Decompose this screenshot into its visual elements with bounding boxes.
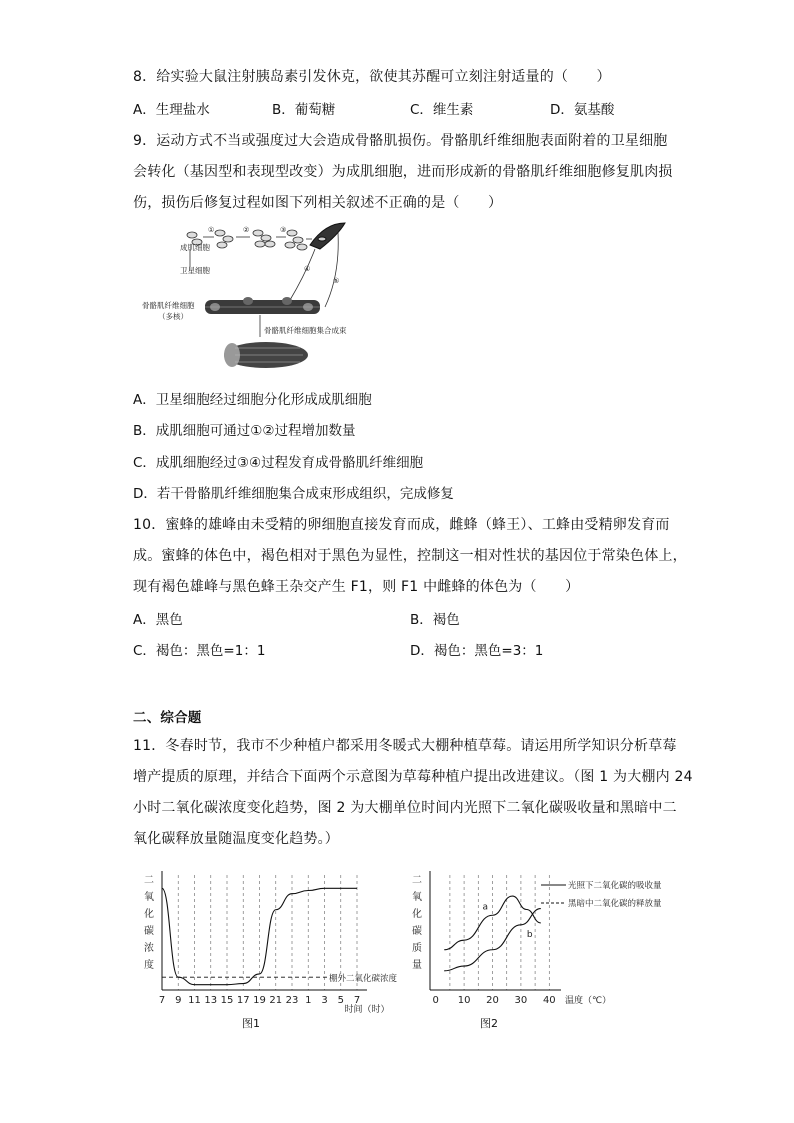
q9-option-c: C．成肌细胞经过③④过程发育成骨骼肌纤维细胞 [133, 455, 424, 471]
y-axis-label-char: 质 [412, 943, 422, 954]
step-1: ① [208, 226, 215, 234]
q10-option-d: D．褐色：黑色=3：1 [410, 643, 544, 659]
x-tick-label: 1 [305, 995, 312, 1006]
figure1-caption: 图1 [242, 1017, 260, 1030]
label-fiber-multinuclear: （多核） [158, 312, 188, 321]
series-label-b: b [526, 929, 533, 940]
x-tick-label: 7 [353, 995, 361, 1006]
q10-stem-line-3: 现有褐色雄峰与黑色蜂王杂交产生 F1，则 F1 中雌蜂的体色为（ ） [133, 579, 580, 595]
figure2-caption: 图2 [480, 1017, 498, 1030]
q10-option-c: C．褐色：黑色=1：1 [133, 643, 266, 659]
x-tick-label: 11 [188, 995, 201, 1006]
muscle-repair-diagram [140, 215, 370, 380]
x-tick-label: 23 [285, 995, 299, 1006]
q8-option-d: D．氨基酸 [550, 102, 615, 118]
q11-stem-line-3: 小时二氧化碳浓度变化趋势，图 2 为大棚单位时间内光照下二氧化碳吸收量和黑暗中二 [133, 800, 677, 816]
x-tick-label: 30 [514, 995, 528, 1006]
q9-stem-line-2: 会转化（基因型和表现型改变）为成肌细胞，进而形成新的骨骼肌纤维细胞修复肌肉损 [133, 164, 673, 180]
section-title: 二、综合题 [133, 710, 202, 726]
q8-option-a: A．生理盐水 [133, 102, 210, 118]
q9-stem-line-1: 9．运动方式不当或强度过大会造成骨骼肌损伤。骨骼肌纤维细胞表面附着的卫星细胞 [133, 133, 668, 149]
x-tick-label: 9 [175, 995, 182, 1006]
label-bundle: 骨骼肌纤维细胞集合成束 [264, 326, 347, 335]
q11-stem-line-4: 氧化碳释放量随温度变化趋势。） [133, 831, 339, 847]
y-axis-label-char: 化 [412, 909, 422, 920]
x-tick-label: 20 [486, 995, 499, 1006]
q8-stem: 8．给实验大鼠注射胰岛素引发休克，欲使其苏醒可立刻注射适量的（ ） [133, 69, 611, 85]
x-tick-label: 5 [337, 995, 344, 1006]
q10-option-a: A．黑色 [133, 612, 183, 628]
q9-stem-line-3: 伤，损伤后修复过程如图下列相关叙述不正确的是（ ） [133, 195, 503, 211]
step-2: ② [243, 226, 250, 234]
q9-option-b: B．成肌细胞可通过①②过程增加数量 [133, 423, 356, 439]
series-label-a: a [482, 902, 489, 913]
x-tick-label: 0 [432, 995, 439, 1006]
step-3: ③ [280, 226, 287, 234]
step-5: ⑤ [333, 277, 340, 285]
x-tick-label: 7 [158, 995, 166, 1006]
y-axis-label-char: 量 [412, 960, 422, 971]
q9-option-d: D．若干骨骼肌纤维细胞集合成束形成组织，完成修复 [133, 486, 454, 502]
x-axis-label: 温度（℃） [565, 996, 612, 1006]
x-tick-label: 3 [321, 995, 328, 1006]
label-fiber: 骨骼肌纤维细胞 [142, 301, 195, 310]
y-axis-label-char: 二 [144, 875, 154, 886]
reference-line-label: 棚外二氧化碳浓度 [329, 974, 398, 985]
x-tick-label: 17 [236, 995, 250, 1006]
y-axis-label-char: 氧 [412, 892, 422, 903]
x-tick-label: 10 [457, 995, 471, 1006]
q11-stem-line-1: 11．冬春时节，我市不少种植户都采用冬暖式大棚种植草莓。请运用所学知识分析草莓 [133, 738, 677, 754]
label-myoblast: 成肌细胞 [180, 243, 210, 252]
muscle-bundle [224, 342, 308, 368]
figure1-co2-chart [140, 865, 400, 1025]
x-tick-label: 15 [220, 995, 234, 1006]
label-satellite: 卫星细胞 [180, 266, 210, 275]
y-axis-label-char: 化 [144, 909, 154, 920]
y-axis-label-char: 碳 [144, 926, 154, 937]
muscle-fiber [205, 297, 320, 314]
q10-stem-line-2: 成。蜜蜂的体色中，褐色相对于黑色为显性，控制这一相对性状的基因位于常染色体上， [133, 548, 687, 564]
q9-option-a: A．卫星细胞经过细胞分化形成成肌细胞 [133, 392, 372, 408]
q10-option-b: B．褐色 [410, 612, 460, 628]
y-axis-label-char: 度 [144, 960, 154, 971]
q10-stem-line-1: 10．蜜蜂的雄峰由未受精的卵细胞直接发育而成，雌蜂（蜂王）、工蜂由受精卵发育而 [133, 517, 670, 533]
q11-stem-line-2: 增产提质的原理，并结合下面两个示意图为草莓种植户提出改进建议。（图 1 为大棚内 24 [133, 769, 693, 785]
x-tick-label: 19 [253, 995, 266, 1006]
q8-option-b: B．葡萄糖 [272, 102, 336, 118]
y-axis-label-char: 氧 [144, 892, 154, 903]
y-axis-label-char: 二 [412, 875, 422, 886]
x-tick-label: 21 [269, 995, 283, 1006]
x-axis-label: 时间（时） [344, 1005, 390, 1015]
legend-label: 光照下二氧化碳的吸收量 [568, 881, 662, 891]
legend-label: 黑暗中二氧化碳的释放量 [568, 899, 662, 909]
x-tick-label: 13 [204, 995, 218, 1006]
y-axis-label-char: 碳 [412, 926, 422, 937]
figure2-temperature-chart [408, 865, 708, 1025]
myotube [310, 223, 345, 249]
q8-option-c: C．维生素 [410, 102, 474, 118]
step-4: ④ [304, 265, 311, 273]
y-axis-label-char: 浓 [144, 943, 154, 954]
x-tick-label: 40 [542, 995, 556, 1006]
